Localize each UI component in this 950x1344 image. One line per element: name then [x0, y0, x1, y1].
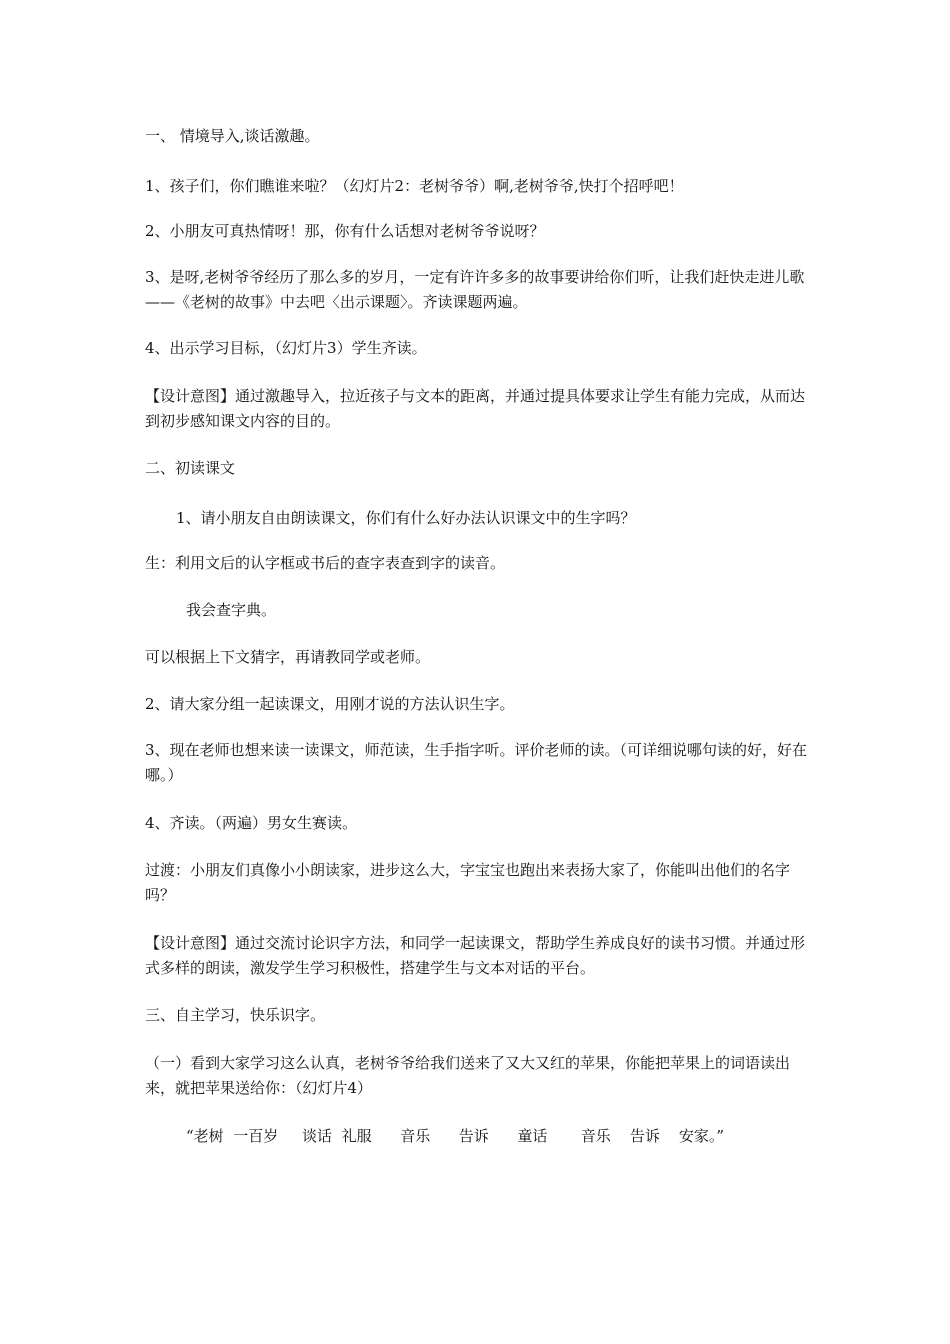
paragraph: 1、孩子们，你们瞧谁来啦？（幻灯片2：老树爷爷）啊,老树爷爷,快打个招呼吧！	[145, 177, 684, 195]
paragraph: 2、请大家分组一起读课文，用刚才说的方法认识生字。	[145, 695, 515, 713]
design-intent-paragraph: 【设计意图】通过交流讨论识字方法，和同学一起读课文，帮助学生养成良好的读书习惯。并通过形式多样的朗读，激发学生学习积极性，搭建学生与文本对话的平台。	[145, 934, 806, 977]
paragraph: （一）看到大家学习这么认真，老树爷爷给我们送来了又大又红的苹果，你能把苹果上的词语读出来，就把苹果送给你：（幻灯片4）	[145, 1054, 791, 1097]
section-heading-3: 三、自主学习，快乐识字。	[145, 1006, 326, 1024]
section-heading-1: 一、 情境导入,谈话激趣。	[145, 127, 320, 145]
paragraph: 可以根据上下文猜字，再请教同学或老师。	[145, 648, 431, 666]
paragraph: 过渡：小朋友们真像小小朗读家，进步这么大，字宝宝也跑出来表扬大家了，你能叫出他们的名字吗？	[145, 861, 791, 904]
word-list-line: “老树 一百岁 谈话 礼服 音乐 告诉 童话 音乐 告诉 安家。”	[186, 1127, 725, 1145]
paragraph: 生：利用文后的认字框或书后的查字表查到字的读音。	[145, 554, 506, 572]
design-intent-paragraph: 【设计意图】通过激趣导入，拉近孩子与文本的距离，并通过提具体要求让学生有能力完成，从而达到初步感知课文内容的目的。	[145, 387, 806, 430]
paragraph: 1、请小朋友自由朗读课文，你们有什么好办法认识课文中的生字吗？	[176, 509, 636, 527]
section-heading-2: 二、初读课文	[145, 459, 236, 477]
paragraph: 3、现在老师也想来读一读课文，师范读，生手指字听。评价老师的读。（可详细说哪句读的好，好在哪。）	[145, 741, 808, 784]
paragraph: 4、齐读。（两遍）男女生赛读。	[145, 814, 358, 832]
paragraph: 3、是呀,老树爷爷经历了那么多的岁月，一定有许许多多的故事要讲给你们听，让我们赶快走进儿歌——《老树的故事》中去吧〈出示课题〉。齐读课题两遍。	[145, 268, 805, 311]
paragraph: 我会查字典。	[186, 601, 277, 619]
paragraph: 4、出示学习目标，（幻灯片3）学生齐读。	[145, 339, 427, 357]
paragraph: 2、小朋友可真热情呀！那，你有什么话想对老树爷爷说呀？	[145, 222, 545, 240]
